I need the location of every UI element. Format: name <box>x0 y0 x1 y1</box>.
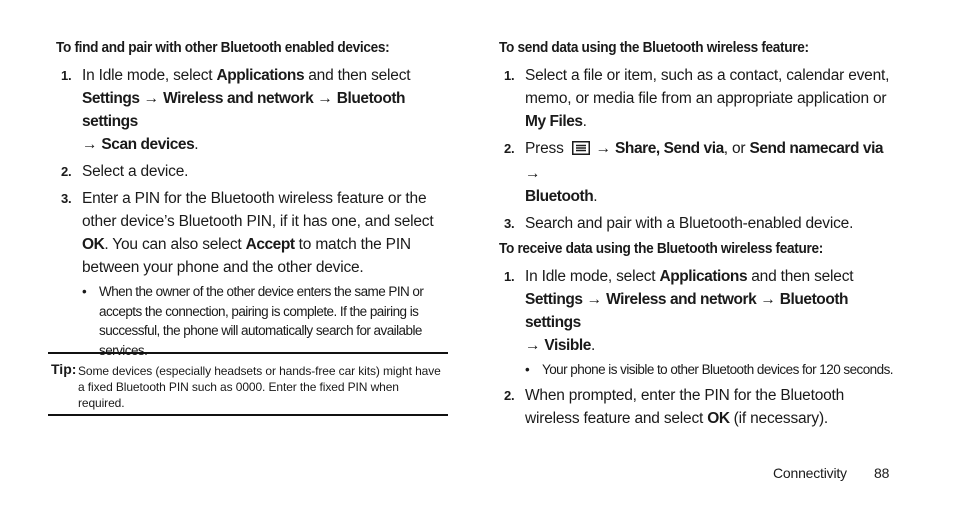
receive-step-1 <box>499 265 899 380</box>
arrow: → <box>595 140 616 157</box>
receive-step-1-bullets <box>525 360 899 380</box>
bullet-text: When the owner of the other device enters the same PIN or accepts the connection, pairing is complete. If the pairing is successful, the phone will automatically search for available services. <box>99 284 424 358</box>
receive-data-heading: To receive data using the Bluetooth wireless feature: <box>499 241 823 257</box>
step-text: Select a file or item, such as a contact, calendar event, memo, or media file from an appropriate application or <box>525 67 890 107</box>
arrow: → <box>525 337 545 354</box>
tip-text: Some devices (especially headsets or hands-free car kits) might have a fixed Bluetooth PIN such as 0000. Enter the fixed PIN when required. <box>78 364 441 410</box>
step-number: 2. <box>504 141 515 156</box>
step-number: 2. <box>61 164 72 179</box>
page-number: 88 <box>874 465 890 481</box>
step-text: Search and pair with a Bluetooth-enabled device. <box>525 215 854 232</box>
step-number: 3. <box>504 216 515 231</box>
step-number: 1. <box>504 269 515 284</box>
applications-term: Applications <box>216 67 305 84</box>
find-pair-step-2 <box>56 160 448 183</box>
step-text: . <box>582 113 587 130</box>
step-text: to match the PIN between your phone and the other device. <box>82 236 411 276</box>
step-number: 3. <box>61 191 72 206</box>
arrow: → <box>139 90 164 107</box>
wireless-network-term: Wireless and network <box>606 291 757 308</box>
arrow: → <box>756 291 780 308</box>
ok-term: OK <box>82 236 105 253</box>
step-text: When prompted, enter the PIN for the Bluetooth wireless feature and select <box>525 386 845 427</box>
settings-term: Settings <box>82 90 140 107</box>
share-send-via-term: Share, Send via <box>615 140 724 157</box>
step-text: (if necessary). <box>729 409 829 427</box>
step-number: 2. <box>504 387 515 403</box>
find-pair-steps <box>56 64 448 360</box>
left-column <box>56 38 448 364</box>
receive-data-steps <box>499 265 899 430</box>
visibility-note <box>525 360 899 380</box>
find-pair-step-3 <box>56 187 448 360</box>
step-text: . You can also select <box>104 236 246 253</box>
step-text: Enter a PIN for the Bluetooth wireless feature or the other device’s Bluetooth PIN, if it has one, and select <box>82 190 434 230</box>
tip-box <box>48 352 448 416</box>
arrow: → <box>525 165 541 182</box>
step-text: In Idle mode, select <box>525 268 660 285</box>
right-column <box>499 38 899 434</box>
send-namecard-term: Send namecard via <box>749 140 884 157</box>
accept-term: Accept <box>245 236 295 253</box>
arrow: → <box>82 136 102 153</box>
send-step-2 <box>499 137 899 208</box>
pairing-note <box>82 282 448 360</box>
step-text: and then select <box>304 67 411 84</box>
scan-devices-term: Scan devices <box>101 136 195 153</box>
visible-term: Visible <box>544 337 591 354</box>
step-text: Select a device. <box>82 163 189 180</box>
step-text: In Idle mode, select <box>82 67 217 84</box>
tip-label: Tip: <box>51 361 77 377</box>
send-data-heading: To send data using the Bluetooth wireless feature: <box>499 40 809 56</box>
send-step-3 <box>499 212 899 235</box>
applications-term: Applications <box>659 268 748 285</box>
bullet-icon: • <box>525 362 530 377</box>
find-pair-step-1 <box>56 64 448 156</box>
step-number: 1. <box>504 68 515 83</box>
arrow: → <box>313 90 337 107</box>
bullet-icon: • <box>82 284 87 299</box>
step-text: . <box>194 136 199 153</box>
wireless-network-term: Wireless and network <box>163 90 314 107</box>
my-files-term: My Files <box>525 113 583 130</box>
bluetooth-term: Bluetooth <box>525 188 594 205</box>
step-3-bullets <box>82 282 448 360</box>
bullet-text: Your phone is visible to other Bluetooth devices for 120 seconds. <box>542 362 893 377</box>
menu-key-icon <box>572 139 590 162</box>
step-text: and then select <box>747 268 854 285</box>
send-data-steps <box>499 64 899 235</box>
step-text: , or <box>723 140 750 157</box>
send-step-1 <box>499 64 899 133</box>
ok-term: OK <box>707 409 730 427</box>
arrow: → <box>582 291 607 308</box>
find-pair-heading: To find and pair with other Bluetooth enabled devices: <box>56 40 390 56</box>
settings-term: Settings <box>525 291 583 308</box>
step-text: . <box>593 188 598 205</box>
bluetooth-settings-term: Bluetooth settings <box>82 90 406 130</box>
footer-section-title: Connectivity <box>773 465 847 481</box>
bluetooth-settings-term: Bluetooth settings <box>525 291 849 331</box>
receive-step-2 <box>499 384 899 430</box>
step-text: Press <box>525 140 564 157</box>
step-number: 1. <box>61 68 72 83</box>
step-text: . <box>590 337 596 354</box>
